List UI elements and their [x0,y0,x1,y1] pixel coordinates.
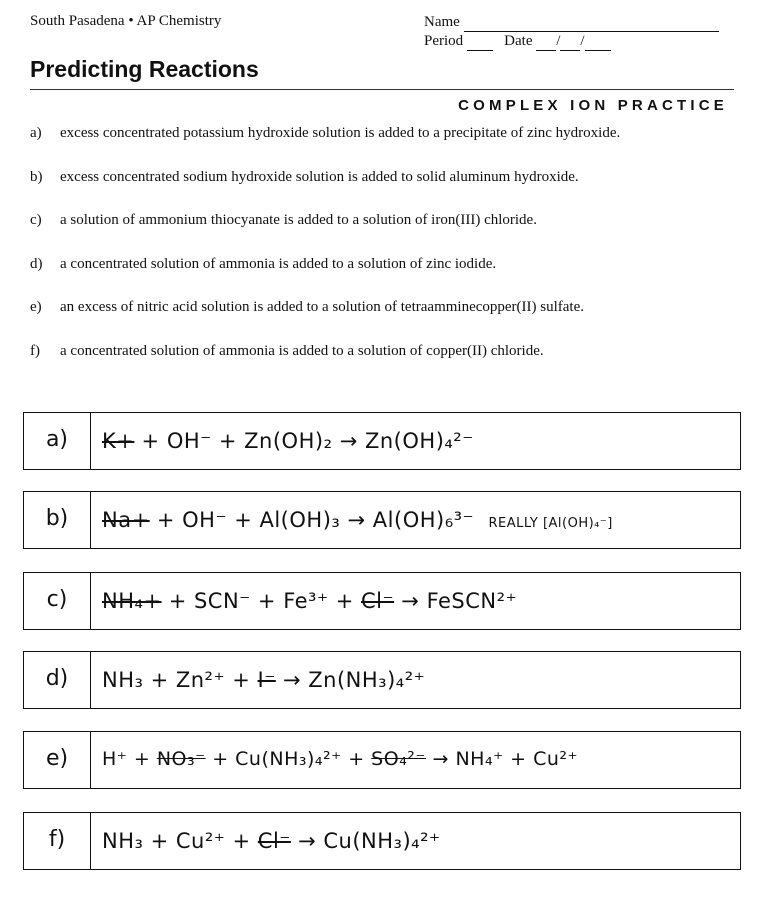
question-text: a solution of ammonium thiocyanate is added to a solution of iron(III) chloride. [60,212,537,228]
reaction-arrow: → [282,668,302,692]
reactants: H⁺ + [102,748,157,770]
products: Al(OH)₆³⁻ [372,508,475,532]
answer-equation [102,829,441,853]
answer-label: b) [45,506,69,531]
reactants: NH₃ + Cu²⁺ + [102,829,258,853]
reaction-arrow: → [432,748,449,770]
products: NH₄⁺ + Cu²⁺ [455,748,579,770]
answer-label: e) [45,746,69,771]
period-date-row [424,32,719,51]
spectator-ion: Cl⁻ [361,589,395,613]
name-row [424,13,719,32]
question-label: d) [30,256,43,272]
spectator-ion: K+ [102,429,135,453]
box-divider [90,573,91,629]
answer-label: d) [45,666,69,691]
answer-box [23,491,741,549]
spectator-ion: SO₄²⁻ [371,748,426,770]
products: Cu(NH₃)₄²⁺ [323,829,441,853]
answer-equation [102,668,425,692]
question-label: c) [30,212,42,228]
answer-box [23,651,741,709]
page-title: Predicting Reactions [30,56,259,82]
answer-equation [102,748,578,770]
answer-box [23,572,741,630]
answer-equation [102,589,517,613]
box-divider [90,492,91,548]
answer-box [23,412,741,470]
question-text: a concentrated solution of ammonia is added to a solution of zinc iodide. [60,256,497,272]
answer-equation [102,429,474,453]
spectator-ion: I⁻ [257,668,276,692]
date-month-field[interactable] [536,50,556,51]
reactants: NH₃ + Zn²⁺ + [102,668,258,692]
answer-equation [102,508,613,532]
reaction-arrow: → [298,829,317,853]
question-item [30,343,544,360]
date-separator: / [556,33,561,49]
date-day-field[interactable] [560,50,580,51]
period-field[interactable] [467,50,493,51]
products: Zn(OH)₄²⁻ [364,429,474,453]
date-label: Date [504,33,533,49]
question-label: e) [30,299,42,315]
box-divider [90,813,91,869]
spectator-ion: Cl⁻ [257,829,291,853]
spectator-ion: NO₃⁻ [156,748,206,770]
question-item [30,212,537,229]
reactants: + SCN⁻ + Fe³⁺ + [161,589,361,613]
reaction-arrow: → [347,508,366,532]
date-separator: / [580,33,585,49]
period-label: Period [424,33,464,49]
question-text: excess concentrated potassium hydroxide solution is added to a precipitate of zinc hydroxide. [60,125,621,141]
question-label: f) [30,343,40,359]
reaction-arrow: → [401,589,420,613]
question-text: a concentrated solution of ammonia is added to a solution of copper(II) chloride. [60,343,544,359]
reaction-arrow: → [339,429,358,453]
products: FeSCN²⁺ [426,589,518,613]
question-item [30,169,579,186]
reactants: + Cu(NH₃)₄²⁺ + [205,748,372,770]
name-label: Name [424,14,460,30]
answer-label: c) [46,587,68,612]
title-divider [30,89,734,90]
answer-box [23,731,741,789]
question-item [30,125,620,142]
question-text: an excess of nitric acid solution is added to a solution of tetraamminecopper(II) sulfate. [60,299,584,315]
date-year-field[interactable] [585,50,611,51]
student-info [424,13,719,51]
question-label: b) [30,169,43,185]
question-label: a) [30,125,42,141]
answer-box [23,812,741,870]
answer-label: f) [48,827,66,852]
question-item [30,256,496,273]
section-subtitle: COMPLEX ION PRACTICE [458,97,728,114]
spectator-ion: Na+ [102,508,150,532]
box-divider [90,732,91,788]
products: Zn(NH₃)₄²⁺ [308,668,426,692]
reactants: + OH⁻ + Al(OH)₃ [149,508,341,532]
side-note: REALLY [Al(OH)₄⁻] [488,516,613,531]
question-text: excess concentrated sodium hydroxide solution is added to solid aluminum hydroxide. [60,169,579,185]
question-item [30,299,584,316]
box-divider [90,652,91,708]
answer-label: a) [45,427,69,452]
spectator-ion: NH₄+ [102,589,162,613]
course-header: South Pasadena • AP Chemistry [30,13,222,29]
reactants: + OH⁻ + Zn(OH)₂ [134,429,333,453]
box-divider [90,413,91,469]
